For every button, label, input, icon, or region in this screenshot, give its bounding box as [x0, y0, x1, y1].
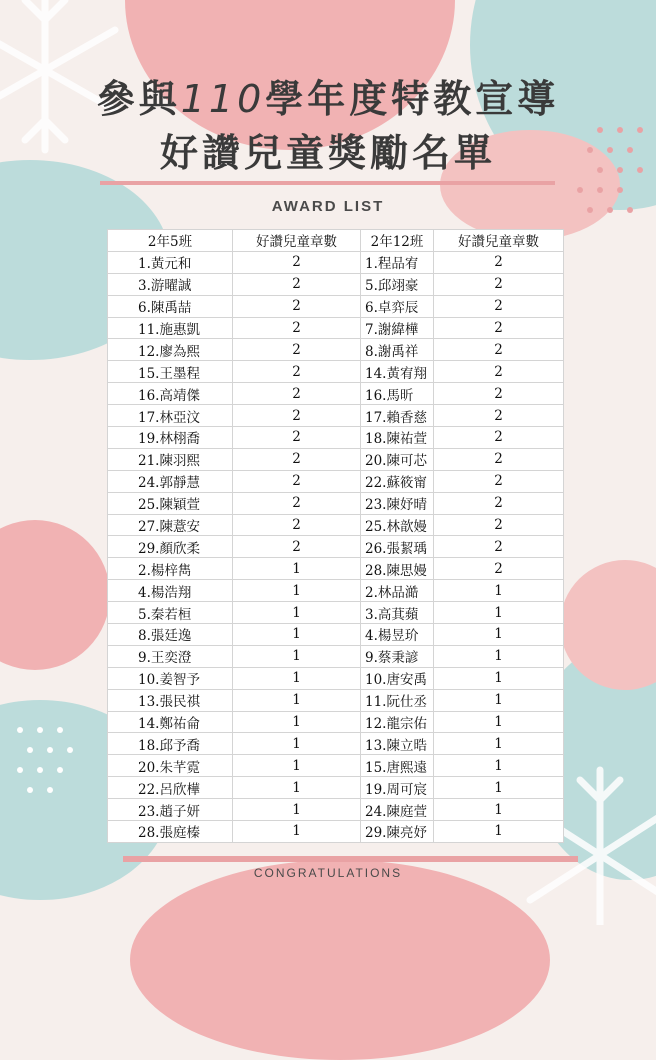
- student-name-class-2-12: 6.卓弈辰: [361, 295, 434, 317]
- student-name-class-2-5: 14.鄭祐侖: [108, 711, 233, 733]
- page-title-line-2: 好讚兒童獎勵名單: [159, 131, 496, 175]
- table-row: [108, 799, 564, 821]
- student-name-class-2-12: 5.邱翊豪: [361, 273, 434, 295]
- badge-count-class-2-5: 2: [233, 273, 361, 295]
- student-name-class-2-12: 26.張絜瑀: [361, 536, 434, 558]
- table-row: [108, 251, 564, 273]
- badge-count-class-2-5: 1: [233, 777, 361, 799]
- table-row: [108, 667, 564, 689]
- student-name-class-2-5: 23.趙子妍: [108, 799, 233, 821]
- badge-count-class-2-5: 1: [233, 558, 361, 580]
- badge-count-class-2-12: 1: [434, 733, 564, 755]
- badge-count-class-2-12: 1: [434, 580, 564, 602]
- badge-count-class-2-12: 2: [434, 492, 564, 514]
- table-row: [108, 624, 564, 646]
- student-name-class-2-5: 19.林栩喬: [108, 427, 233, 449]
- table-row: [108, 755, 564, 777]
- badge-count-class-2-5: 2: [233, 317, 361, 339]
- student-name-class-2-5: 28.張庭榛: [108, 821, 233, 843]
- student-name-class-2-5: 2.楊梓雋: [108, 558, 233, 580]
- table-row: [108, 645, 564, 667]
- student-name-class-2-12: 11.阮仕丞: [361, 689, 434, 711]
- table-row: [108, 514, 564, 536]
- student-name-class-2-5: 21.陳羽熙: [108, 448, 233, 470]
- table-row: [108, 558, 564, 580]
- footer-divider: [123, 856, 578, 862]
- table-row: [108, 821, 564, 843]
- badge-count-class-2-12: 2: [434, 427, 564, 449]
- student-name-class-2-12: 9.蔡秉諺: [361, 645, 434, 667]
- badge-count-class-2-5: 1: [233, 624, 361, 646]
- badge-count-class-2-5: 1: [233, 645, 361, 667]
- badge-count-class-2-5: 2: [233, 405, 361, 427]
- title-divider: [100, 181, 555, 185]
- title-year: 110: [180, 77, 266, 121]
- student-name-class-2-5: 11.施惠凱: [108, 317, 233, 339]
- table-row: [108, 711, 564, 733]
- student-name-class-2-12: 19.周可宸: [361, 777, 434, 799]
- student-name-class-2-12: 7.謝緯樺: [361, 317, 434, 339]
- badge-count-class-2-5: 2: [233, 470, 361, 492]
- badge-count-class-2-12: 1: [434, 711, 564, 733]
- badge-count-class-2-12: 1: [434, 624, 564, 646]
- student-name-class-2-5: 16.高靖傑: [108, 383, 233, 405]
- page-title-line-1: [0, 68, 656, 123]
- badge-count-class-2-12: 2: [434, 405, 564, 427]
- table-row: [108, 273, 564, 295]
- student-name-class-2-5: 20.朱芊霓: [108, 755, 233, 777]
- student-name-class-2-12: 20.陳可芯: [361, 448, 434, 470]
- student-name-class-2-12: 25.林歆嫚: [361, 514, 434, 536]
- badge-count-class-2-12: 1: [434, 645, 564, 667]
- student-name-class-2-12: 22.蘇筱甯: [361, 470, 434, 492]
- badge-count-class-2-5: 2: [233, 361, 361, 383]
- student-name-class-2-12: 18.陳祐萱: [361, 427, 434, 449]
- student-name-class-2-12: 14.黃宥翔: [361, 361, 434, 383]
- badge-count-class-2-12: 2: [434, 558, 564, 580]
- student-name-class-2-5: 10.姜智予: [108, 667, 233, 689]
- badge-count-class-2-12: 2: [434, 361, 564, 383]
- student-name-class-2-12: 15.唐熙遠: [361, 755, 434, 777]
- student-name-class-2-12: 1.程品宥: [361, 251, 434, 273]
- badge-count-class-2-5: 1: [233, 602, 361, 624]
- student-name-class-2-5: 8.張廷逸: [108, 624, 233, 646]
- badge-count-class-2-12: 1: [434, 777, 564, 799]
- student-name-class-2-5: 18.邱予喬: [108, 733, 233, 755]
- badge-count-class-2-12: 1: [434, 689, 564, 711]
- student-name-class-2-12: 4.楊昱玠: [361, 624, 434, 646]
- badge-count-class-2-12: 2: [434, 295, 564, 317]
- subtitle: AWARD LIST: [271, 198, 385, 215]
- badge-count-class-2-5: 1: [233, 733, 361, 755]
- student-name-class-2-12: 16.馬昕: [361, 383, 434, 405]
- column-header-badges-2: 好讚兒童章數: [434, 230, 564, 252]
- badge-count-class-2-5: 2: [233, 383, 361, 405]
- student-name-class-2-5: 9.王奕澄: [108, 645, 233, 667]
- student-name-class-2-5: 1.黃元和: [108, 251, 233, 273]
- table-row: [108, 295, 564, 317]
- badge-count-class-2-12: 2: [434, 273, 564, 295]
- column-header-class-2-5: 2年5班: [108, 230, 233, 252]
- table-row: [108, 536, 564, 558]
- student-name-class-2-5: 6.陳禹喆: [108, 295, 233, 317]
- student-name-class-2-12: 29.陳亮妤: [361, 821, 434, 843]
- student-name-class-2-5: 24.郭靜慧: [108, 470, 233, 492]
- table-row: [108, 689, 564, 711]
- badge-count-class-2-5: 2: [233, 251, 361, 273]
- student-name-class-2-12: 23.陳妤晴: [361, 492, 434, 514]
- badge-count-class-2-5: 1: [233, 580, 361, 602]
- badge-count-class-2-12: 1: [434, 667, 564, 689]
- badge-count-class-2-12: 2: [434, 317, 564, 339]
- student-name-class-2-12: 24.陳庭萱: [361, 799, 434, 821]
- table-row: [108, 777, 564, 799]
- badge-count-class-2-12: 2: [434, 448, 564, 470]
- award-table-body: [108, 251, 564, 842]
- student-name-class-2-5: 22.呂欣樺: [108, 777, 233, 799]
- table-row: [108, 383, 564, 405]
- student-name-class-2-5: 4.楊浩翔: [108, 580, 233, 602]
- student-name-class-2-5: 3.游曜誠: [108, 273, 233, 295]
- badge-count-class-2-5: 2: [233, 295, 361, 317]
- table-row: [108, 317, 564, 339]
- badge-count-class-2-12: 2: [434, 339, 564, 361]
- badge-count-class-2-12: 1: [434, 821, 564, 843]
- table-row: [108, 339, 564, 361]
- badge-count-class-2-5: 1: [233, 689, 361, 711]
- badge-count-class-2-5: 1: [233, 711, 361, 733]
- student-name-class-2-5: 5.秦若桓: [108, 602, 233, 624]
- student-name-class-2-5: 27.陳薏安: [108, 514, 233, 536]
- student-name-class-2-12: 12.龍宗佑: [361, 711, 434, 733]
- dot-pattern: [17, 727, 73, 793]
- badge-count-class-2-12: 1: [434, 799, 564, 821]
- badge-count-class-2-12: 1: [434, 602, 564, 624]
- table-row: [108, 427, 564, 449]
- badge-count-class-2-5: 1: [233, 755, 361, 777]
- table-row: [108, 448, 564, 470]
- student-name-class-2-5: 13.張民祺: [108, 689, 233, 711]
- table-row: [108, 405, 564, 427]
- badge-count-class-2-5: 2: [233, 448, 361, 470]
- table-row: [108, 602, 564, 624]
- student-name-class-2-12: 8.謝禹祥: [361, 339, 434, 361]
- student-name-class-2-12: 10.唐安禹: [361, 667, 434, 689]
- table-header-row: [108, 230, 564, 252]
- student-name-class-2-12: 3.高萁蘋: [361, 602, 434, 624]
- title-part-1: 參與: [96, 77, 181, 121]
- badge-count-class-2-5: 2: [233, 514, 361, 536]
- student-name-class-2-12: 13.陳立晧: [361, 733, 434, 755]
- badge-count-class-2-5: 2: [233, 339, 361, 361]
- column-header-badges-1: 好讚兒童章數: [233, 230, 361, 252]
- student-name-class-2-5: 17.林亞汶: [108, 405, 233, 427]
- badge-count-class-2-12: 2: [434, 251, 564, 273]
- badge-count-class-2-5: 1: [233, 821, 361, 843]
- table-row: [108, 361, 564, 383]
- badge-count-class-2-5: 2: [233, 427, 361, 449]
- student-name-class-2-5: 29.顏欣柔: [108, 536, 233, 558]
- table-row: [108, 733, 564, 755]
- badge-count-class-2-5: 2: [233, 536, 361, 558]
- badge-count-class-2-12: 2: [434, 470, 564, 492]
- table-row: [108, 470, 564, 492]
- student-name-class-2-12: 2.林品澔: [361, 580, 434, 602]
- award-table: [107, 229, 564, 843]
- badge-count-class-2-12: 1: [434, 755, 564, 777]
- footer-text: CONGRATULATIONS: [253, 866, 403, 880]
- badge-count-class-2-12: 2: [434, 514, 564, 536]
- student-name-class-2-12: 28.陳思嫚: [361, 558, 434, 580]
- student-name-class-2-5: 12.廖為熙: [108, 339, 233, 361]
- student-name-class-2-5: 25.陳穎萱: [108, 492, 233, 514]
- badge-count-class-2-5: 1: [233, 667, 361, 689]
- badge-count-class-2-5: 2: [233, 492, 361, 514]
- title-part-2: 學年度特教宣導: [265, 77, 560, 121]
- badge-count-class-2-5: 1: [233, 799, 361, 821]
- badge-count-class-2-12: 2: [434, 536, 564, 558]
- table-row: [108, 580, 564, 602]
- student-name-class-2-12: 17.賴香慈: [361, 405, 434, 427]
- table-row: [108, 492, 564, 514]
- student-name-class-2-5: 15.王墨程: [108, 361, 233, 383]
- column-header-class-2-12: 2年12班: [361, 230, 434, 252]
- badge-count-class-2-12: 2: [434, 383, 564, 405]
